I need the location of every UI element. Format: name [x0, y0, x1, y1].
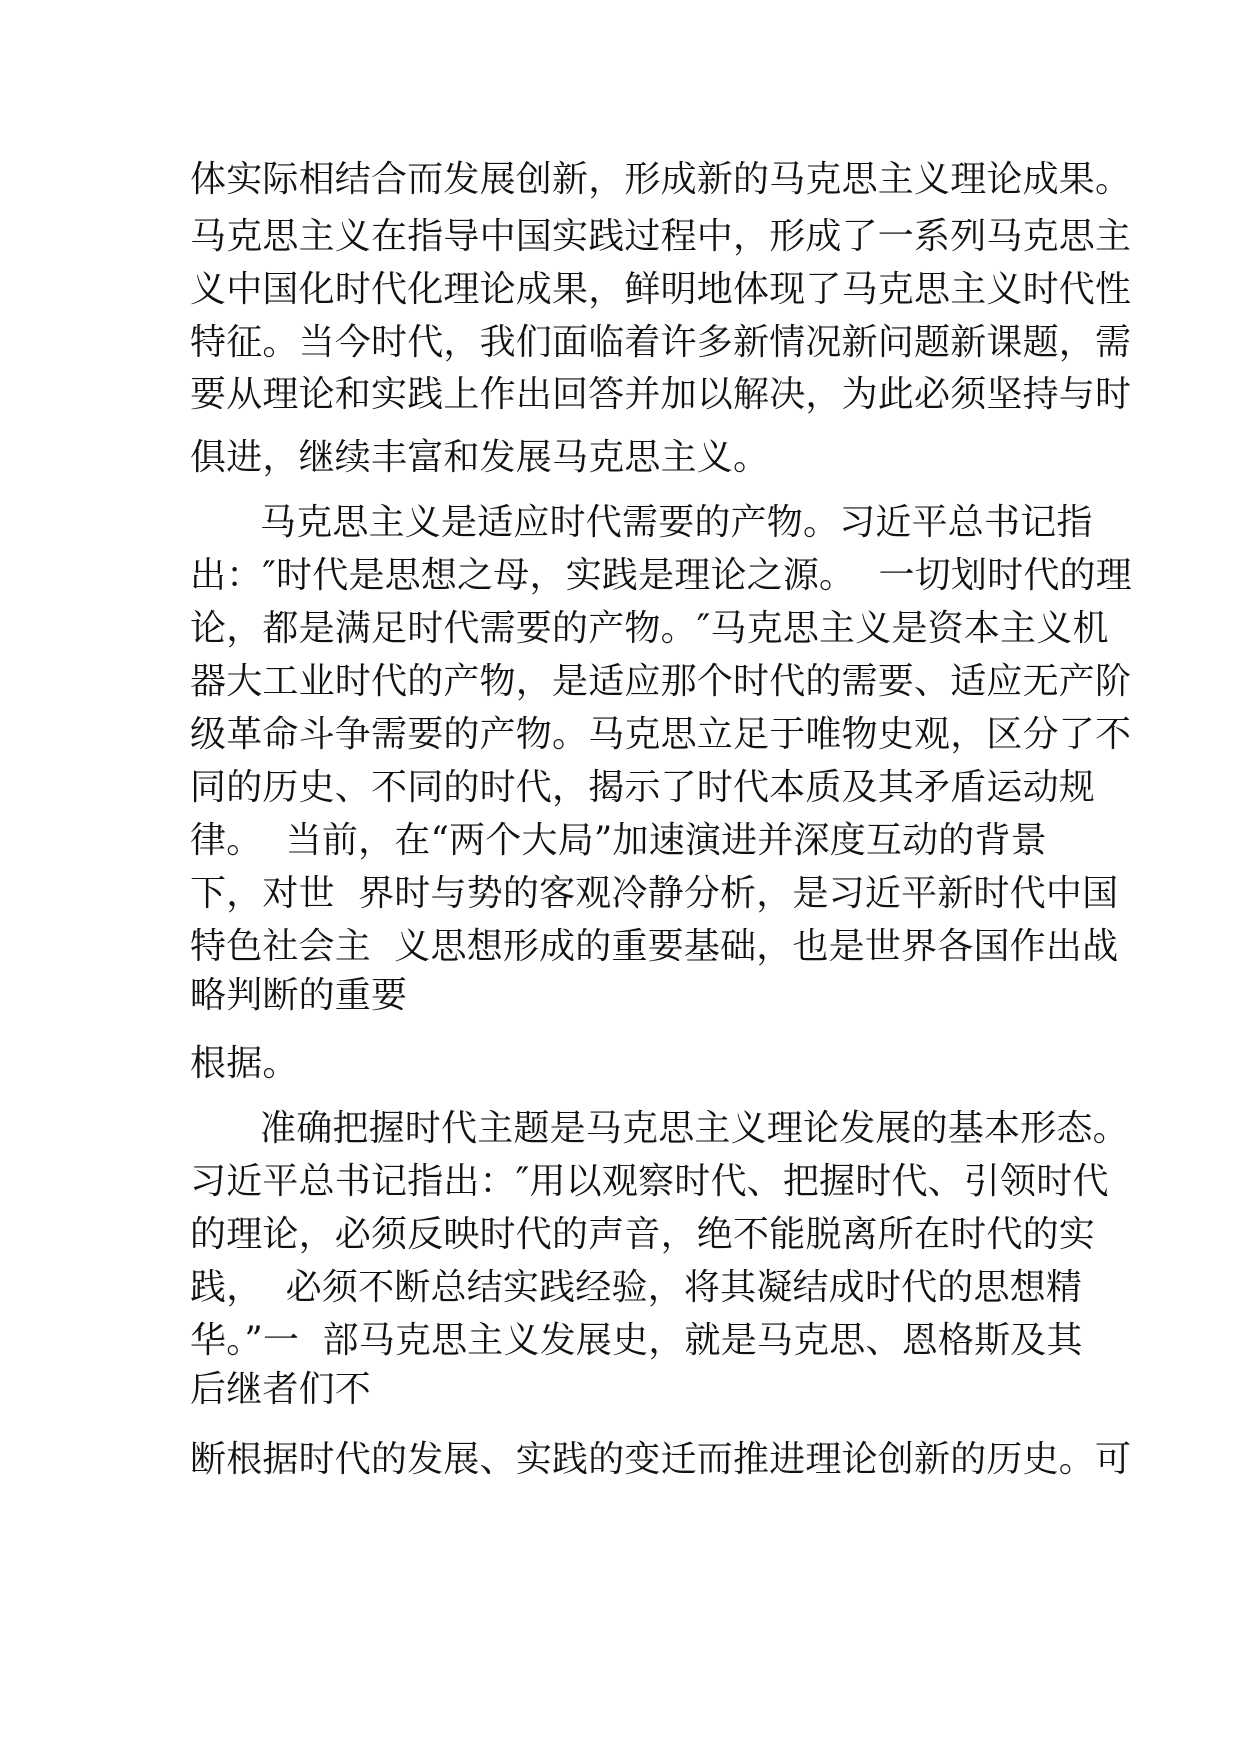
text-line: 同的历史、不同的时代，揭示了时代本质及其矛盾运动规 — [190, 767, 1096, 808]
text-line: 特征。当今时代，我们面临着许多新情况新问题新课题，需 — [190, 322, 1132, 363]
text-line: 华。”一 部马克思主义发展史，就是马克思、恩格斯及其 — [190, 1320, 1083, 1361]
text-line: 略判断的重要 — [190, 975, 408, 1016]
text-line: 论，都是满足时代需要的产物。″马克思主义是资本主义机 — [190, 608, 1109, 649]
text-line: 要从理论和实践上作出回答并加以解决，为此必须坚持与时 — [190, 374, 1132, 415]
text-line: 器大工业时代的产物，是适应那个时代的需要、适应无产阶 — [190, 661, 1132, 702]
paragraph-first-line: 准确把握时代主题是马克思主义理论发展的基本形态。 — [260, 1108, 1129, 1149]
text-line: 级革命斗争需要的产物。马克思立足于唯物史观，区分了不 — [190, 714, 1132, 755]
text-line: 践， 必须不断总结实践经验，将其凝结成时代的思想精 — [190, 1267, 1083, 1308]
text-line: 根据。 — [190, 1043, 299, 1084]
text-line: 体实际相结合而发展创新，形成新的马克思主义理论成果。 — [190, 159, 1132, 200]
text-line: 特色社会主 义思想形成的重要基础，也是世界各国作出战 — [190, 926, 1119, 967]
text-line: 俱进，继续丰富和发展马克思主义。 — [190, 437, 770, 478]
text-line: 的理论，必须反映时代的声音，绝不能脱离所在时代的实 — [190, 1214, 1096, 1255]
paragraph-first-line: 马克思主义是适应时代需要的产物。习近平总书记指 — [260, 502, 1093, 543]
text-line: 义中国化时代化理论成果，鲜明地体现了马克思主义时代性 — [190, 269, 1132, 310]
text-line: 律。 当前，在“两个大局”加速演进并深度互动的背景 — [190, 820, 1047, 861]
text-line: 习近平总书记指出：″用以观察时代、把握时代、引领时代 — [190, 1161, 1109, 1202]
text-line: 下，对世 界时与势的客观冷静分析，是习近平新时代中国 — [190, 873, 1119, 914]
text-line: 断根据时代的发展、实践的变迁而推进理论创新的历史。可 — [190, 1439, 1132, 1480]
text-line: 后继者们不 — [190, 1369, 372, 1410]
text-line: 出：″时代是思想之母，实践是理论之源。 一切划时代的理 — [190, 555, 1132, 596]
text-line: 马克思主义在指导中国实践过程中，形成了一系列马克思主 — [190, 216, 1132, 257]
